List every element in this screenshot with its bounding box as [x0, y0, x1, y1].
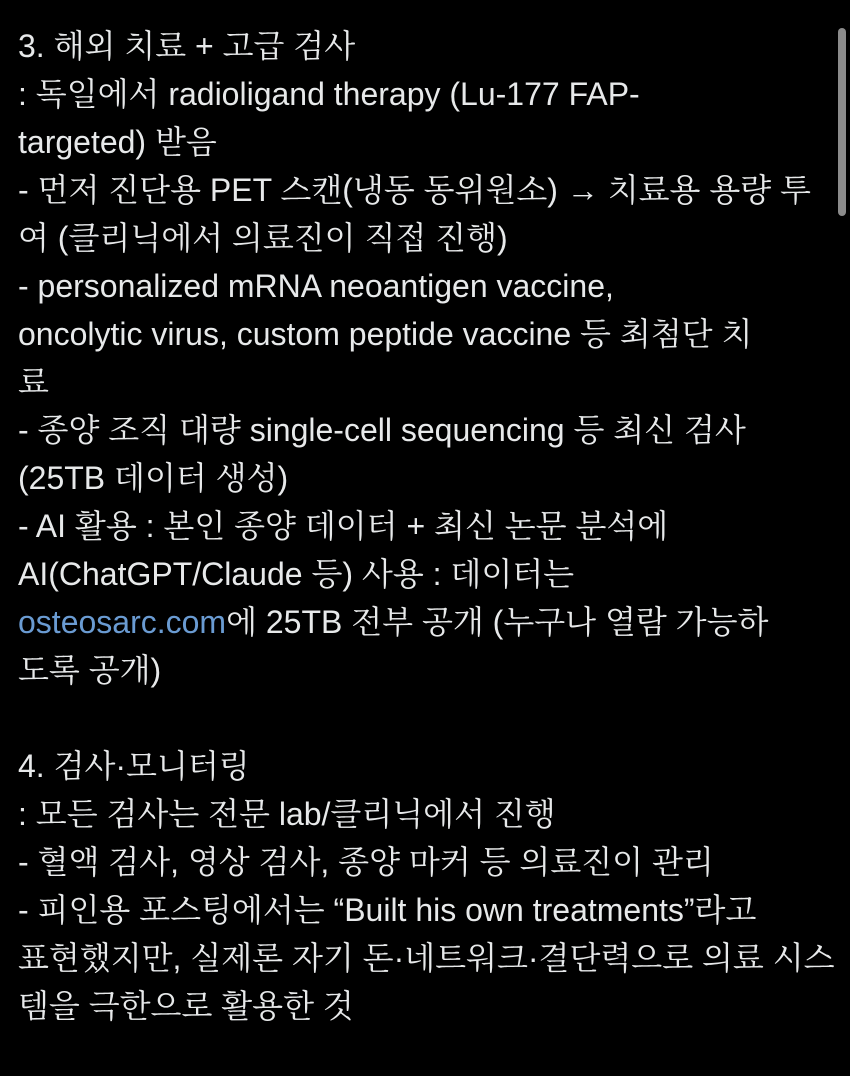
text-line: - 혈액 검사, 영상 검사, 종양 마커 등 의료진이 관리 — [18, 844, 714, 880]
text-line: 3. 해외 치료 + 고급 검사 — [18, 28, 356, 64]
text-line: : 독일에서 radioligand therapy (Lu-177 FAP- — [18, 76, 640, 112]
text-line: - 종양 조직 대량 single-cell sequencing 등 최신 검사 — [18, 412, 746, 448]
blank-line — [18, 694, 818, 742]
text-line: - personalized mRNA neoantigen vaccine, — [18, 268, 614, 304]
text-line: targeted) 받음 — [18, 124, 217, 160]
text-line: - AI 활용 : 본인 종양 데이터 + 최신 논문 분석에 — [18, 508, 669, 544]
text-line: 표현했지만, 실제론 자기 돈·네트워크·결단력으로 의료 시스 — [18, 940, 835, 976]
text-line: 여 (클리닉에서 의료진이 직접 진행) — [18, 220, 508, 256]
text-line: 4. 검사·모니터링 — [18, 748, 250, 784]
osteosarc-link[interactable]: osteosarc.com — [18, 604, 227, 640]
scrollbar-track[interactable] — [834, 0, 850, 1076]
text-line: - 피인용 포스팅에서는 “Built his own treatments”라고 — [18, 892, 757, 928]
text-segment: 에 25TB 전부 공개 (누구나 열람 가능하 — [226, 604, 769, 640]
text-line: 료 — [18, 364, 49, 400]
text-line: 도록 공개) — [18, 652, 162, 688]
text-line: oncolytic virus, custom peptide vaccine 등 최첨단 치 — [18, 316, 753, 352]
text-line: 템을 극한으로 활용한 것 — [18, 988, 354, 1024]
text-line: (25TB 데이터 생성) — [18, 460, 289, 496]
text-line: AI(ChatGPT/Claude 등) 사용 : 데이터는 — [18, 556, 575, 592]
text-line: - 먼저 진단용 PET 스캔(냉동 동위원소) → 치료용 용량 투 — [18, 172, 811, 208]
text-line: : 모든 검사는 전문 lab/클리닉에서 진행 — [18, 796, 556, 832]
scrollbar-thumb[interactable] — [838, 28, 846, 216]
post-text-body — [18, 22, 835, 1030]
text-line — [18, 598, 818, 646]
